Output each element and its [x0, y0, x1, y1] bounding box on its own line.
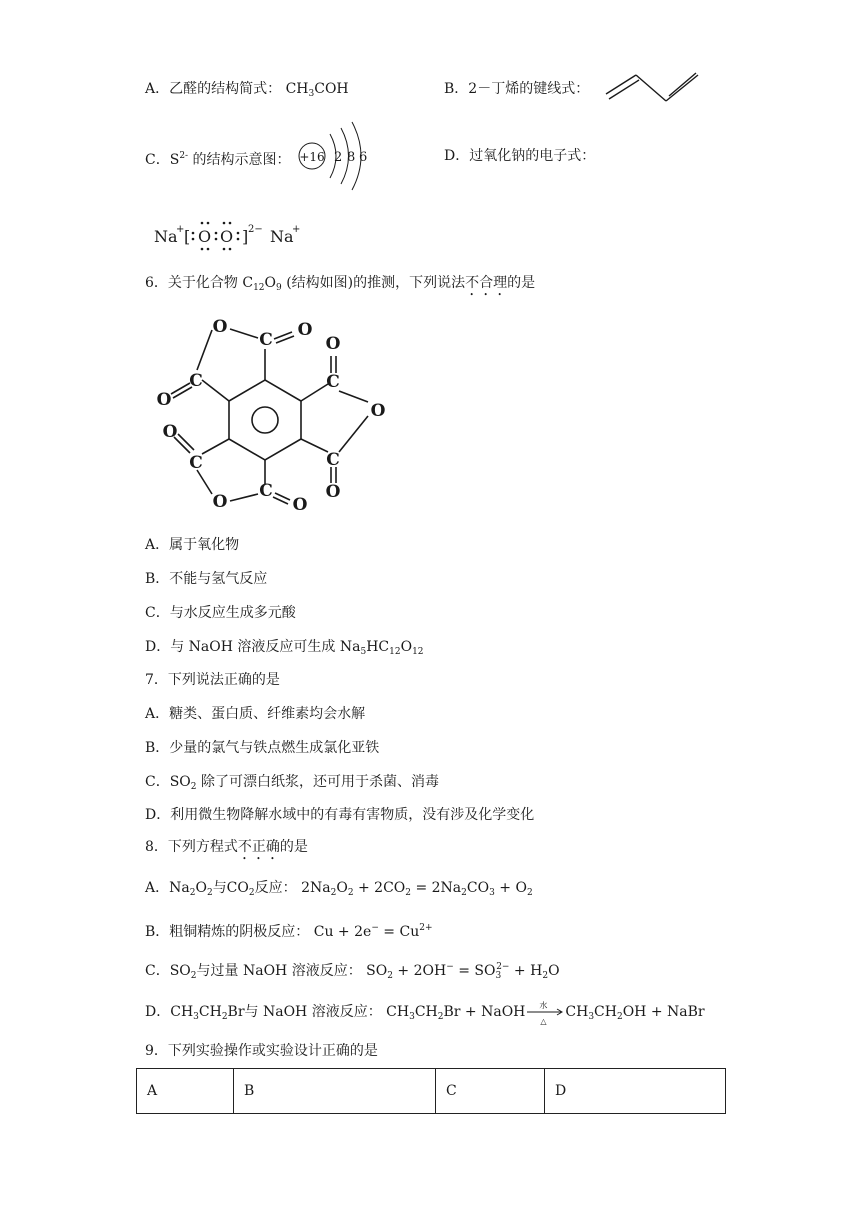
atom-o-bridge-top: O	[212, 317, 228, 337]
q7-option-b: B．少量的氯气与铁点燃生成氯化亚铁	[145, 740, 380, 756]
q6-stem-sub2: 9	[276, 283, 282, 293]
atom-o-bottom-carbonyl: O	[292, 495, 308, 515]
electron-shell-1: 2	[334, 150, 343, 165]
q5-option-c-tail: 的结构示意图：	[192, 152, 291, 168]
q7-option-c-post: 除了可漂白纸浆，还可用于杀菌、消毒	[196, 774, 439, 790]
q6-option-d	[145, 638, 424, 661]
q5-option-a-label: A．乙醛的结构简式：	[145, 81, 282, 97]
atom-o-bridge-bottom: O	[212, 492, 228, 512]
atom-o-lower-left-carbonyl: O	[162, 422, 178, 442]
q6-stem-pre: 6．关于化合物 C	[145, 275, 254, 291]
electron-shell-3: 6	[359, 150, 368, 165]
atom-c-upper-left: C	[189, 371, 203, 391]
q6-option-d-text: D．与 NaOH 溶液反应可生成	[145, 639, 340, 655]
reaction-arrow	[525, 1001, 565, 1026]
condition-heat: △	[540, 1017, 547, 1026]
c12o9-structure-diagram	[150, 312, 400, 518]
q6-stem-post2: 的是	[507, 275, 536, 291]
q8-option-d-equation: $CH_3CH_2Br$ + NaOH 水 △ $CH_3CH_2OH$ + NaBr	[386, 1004, 704, 1020]
table-header-d: D	[545, 1069, 726, 1114]
sulfide-charge: 2-	[179, 151, 189, 161]
q7-stem: 7．下列说法正确的是	[145, 672, 280, 688]
q8-stem-emphasis: 不正确	[237, 839, 280, 855]
2-butene-skeletal-formula	[603, 70, 703, 106]
q9-stem: 9．下列实验操作或实验设计正确的是	[145, 1043, 378, 1059]
q9-options-table	[136, 1068, 726, 1114]
q7-option-c-pre: C．SO	[145, 774, 191, 790]
q8-option-c-equation: $SO_2 + 2OH^- = SO_3^{2-} + H_2O$	[366, 962, 560, 981]
electron-shell-2: 8	[347, 150, 356, 165]
na-left: Na	[154, 227, 178, 246]
q6-stem-emphasis: 不合理	[465, 275, 508, 291]
q5-option-c	[145, 147, 291, 169]
atom-o-upper-right-carbonyl: O	[325, 334, 341, 354]
q6-option-d-formula: $Na_5HC_{12}O_{12}$	[339, 639, 424, 657]
svg-text:[: [	[184, 227, 191, 246]
q8-option-b-equation: $Cu + 2e^- = Cu^{2+}$	[313, 923, 433, 940]
q5-option-a	[145, 80, 349, 103]
atom-o-lower-right-carbonyl: O	[325, 482, 341, 502]
q5-option-b	[444, 80, 589, 98]
q8-option-a-reactants: $Na_2O_2$与$CO_2$反应：	[169, 880, 297, 898]
peroxide-charge: 2−	[248, 224, 263, 235]
q6-option-a: A．属于氧化物	[145, 537, 240, 553]
condition-water: 水	[539, 1001, 548, 1010]
q8-option-c-label: C．	[145, 963, 170, 979]
nucleus-charge: +16	[299, 150, 325, 164]
atom-c-upper-right: C	[326, 372, 340, 392]
q6-stem-mid: O	[264, 275, 277, 291]
q8-option-d	[145, 1003, 705, 1026]
q8-option-c-desc: $SO_2$与过量 NaOH 溶液反应：	[169, 963, 362, 981]
q8-option-d-desc: $CH_3CH_2Br$与 NaOH 溶液反应：	[170, 1004, 382, 1022]
na-right: Na	[270, 227, 294, 246]
sulfide-ion-structure-diagram	[296, 120, 376, 192]
table-header-b: B	[234, 1069, 436, 1114]
q6-option-b: B．不能与氢气反应	[145, 571, 268, 587]
q7-option-c	[145, 773, 439, 796]
na-right-charge: +	[292, 224, 301, 235]
atom-o-upper-left-carbonyl: O	[156, 390, 172, 410]
acetaldehyde-formula: $CH_3COH$	[285, 81, 349, 99]
q7-option-d: D．利用微生物降解水域中的有毒有害物质，没有涉及化学变化	[145, 807, 535, 823]
atom-o-bridge-right: O	[370, 401, 386, 421]
q8-option-a	[145, 879, 533, 902]
table-header-c: C	[436, 1069, 545, 1114]
table-row	[137, 1069, 726, 1114]
q8-option-c	[145, 958, 560, 985]
q5-option-b-label: B．2－丁烯的键线式：	[444, 81, 590, 97]
table-header-a: A	[137, 1069, 234, 1114]
atom-c-lower-right: C	[326, 450, 340, 470]
q6-stem-post1: (结构如图)的推测，下列说法	[281, 275, 466, 291]
q8-stem-post: 的是	[279, 839, 308, 855]
q8-stem	[145, 838, 308, 863]
q6-stem	[145, 274, 535, 299]
q6-option-c: C．与水反应生成多元酸	[145, 605, 296, 621]
oxygen-2: O	[220, 227, 234, 246]
q8-option-b-label: B．粗铜精炼的阴极反应：	[145, 924, 310, 940]
q8-option-a-label: A．	[145, 880, 170, 896]
q5-option-d	[444, 147, 595, 165]
q6-stem-sub1: 12	[253, 283, 265, 293]
q7-option-c-sub: 2	[190, 782, 197, 792]
sodium-peroxide-electron-formula	[152, 218, 312, 252]
q5-option-d-label: D．过氧化钠的电子式：	[444, 148, 596, 164]
q8-option-a-equation: $2Na_2O_2 + 2CO_2 = 2Na_2CO_3 + O_2$	[301, 880, 533, 898]
atom-c-lower-left: C	[189, 453, 203, 473]
q8-stem-pre: 8．下列方程式	[145, 839, 238, 855]
atom-c-bottom: C	[259, 481, 273, 501]
atom-o-top-carbonyl: O	[297, 320, 313, 340]
svg-text:]: ]	[242, 227, 249, 246]
q8-option-d-label: D．	[145, 1004, 171, 1020]
q7-option-a: A．糖类、蛋白质、纤维素均会水解	[145, 706, 366, 722]
oxygen-1: O	[198, 227, 212, 246]
na-left-charge: +	[176, 224, 185, 235]
q8-option-b	[145, 919, 433, 941]
q5-option-c-label: C．S	[145, 152, 180, 168]
atom-c-top: C	[259, 330, 273, 350]
